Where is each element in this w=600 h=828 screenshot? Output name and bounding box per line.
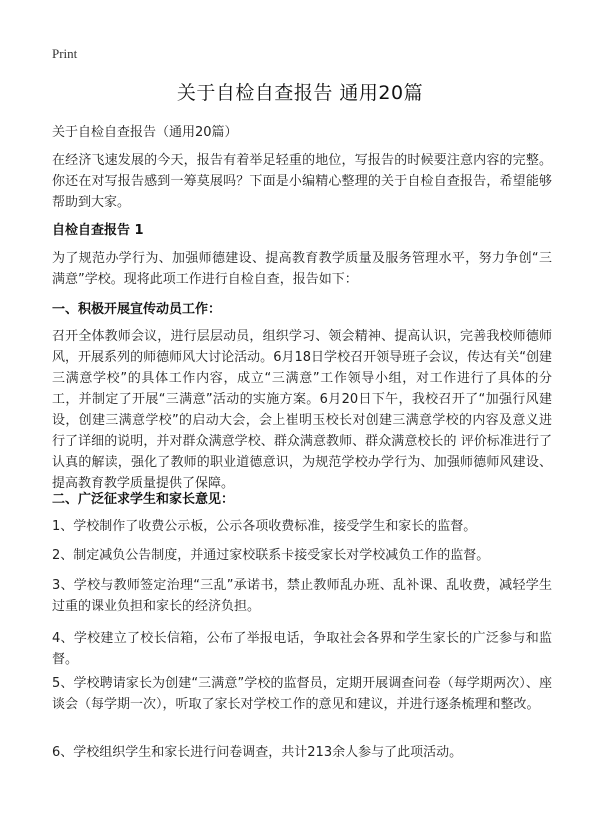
subtitle: 关于自检自查报告（通用20篇） (52, 125, 238, 140)
page-title: 关于自检自查报告 通用20篇 (176, 82, 424, 104)
report1-intro-paragraph: 为了规范办学行为、加强师德建设、提高教育教学质量及服务管理水平，努力争创“三满意”学校。现将此项工作进行自检自查，报告如下： (52, 251, 552, 287)
print-label[interactable]: Print (52, 46, 78, 61)
intro-paragraph: 在经济飞速发展的今天，报告有着举足轻重的地位，写报告的时候要注意内容的完整。你还在对写报告感到一筹莫展吗？下面是小编精心整理的关于自检自查报告，希望能够帮助到大家。 (52, 153, 552, 210)
section2-heading: 二、广泛征求学生和家长意见： (52, 492, 235, 507)
list-item: 3、学校与教师签定治理“三乱”承诺书，禁止教师乱办班、乱补课、乱收费，减轻学生过重的课业负担和家长的经济负担。 (52, 578, 552, 614)
section1-body: 召开全体教师会议，进行层层动员，组织学习、领会精神、提高认识，完善我校师德师风，开展系列的师德师风大讨论活动。6月18日学校召开领导班子会议，传达有关“创建三满意学校”的具体工作内容，成立“三满意”工作领导小组，对工作进行了具体的分工，并制定了开展“三满意”活动的实施方案。6月20日下午，我校召开了“加强行风建设，创建三满意学校”的启动大会，会上崔明玉校长对创建三满意学校的内容及意义进行了详细的说明，并对群众满意学校、群众满意教师、群众满意校长的 评价标准进行了认真的解读，强化了教师的职业道德意识，为规范学校办学行为、加强师德师风建设、提高教育教学质量提供了保障。 (52, 329, 552, 491)
section1-heading: 一、积极开展宣传动员工作： (52, 302, 222, 317)
list-item: 4、学校建立了校长信箱，公布了举报电话，争取社会各界和学生家长的广泛参与和监督。 (52, 631, 552, 667)
list-item: 5、学校聘请家长为创建“三满意”学校的监督员，定期开展调查问卷（每学期两次）、座谈会（每学期一次），听取了家长对学校工作的意见和建议，并进行逐条梳理和整改。 (52, 676, 552, 712)
list-item: 2、制定减负公告制度，并通过家校联系卡接受家长对学校减负工作的监督。 (52, 548, 490, 563)
list-item: 1、学校制作了收费公示板，公示各项收费标准，接受学生和家长的监督。 (52, 519, 477, 534)
report1-heading: 自检自查报告 1 (52, 223, 144, 238)
list-item: 6、学校组织学生和家长进行问卷调查，共计213余人参与了此项活动。 (52, 745, 463, 760)
